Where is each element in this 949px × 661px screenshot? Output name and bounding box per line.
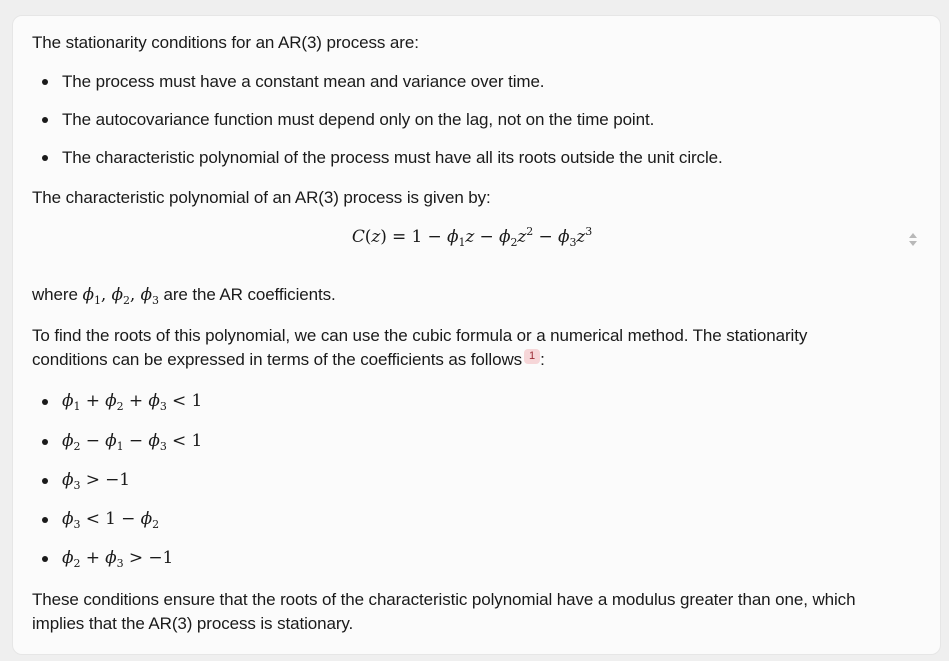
bullet-icon (42, 117, 48, 123)
coefficients-note: where $\phi_1$, $\phi_2$, $\phi_3$ are the AR coefficients. (32, 285, 336, 307)
bullet-icon (42, 478, 48, 484)
response-card: The stationarity conditions for an AR(3) process are: The process must have a constant mean and variance over time. The autocovariance function must depend only on the lag, not on the time point. The characteristic polynomial of the process must have all its roots outside the unit circle. The characteristic polynomial of an AR(3) process is given by: $C(z) = 1 - \phi_1z - \phi_2z^2 - \phi_3z^3$ where $\phi_1$, $\phi_2$, $\phi_3$ are the AR coefficients. To find the roots of this polynomial, we can use the cubic formula or a numerical method. The stationarity conditions can be expressed in terms of the coefficients as follows 1 : $\phi_1 + \phi_2 + \phi_3 < 1$ $\phi_2 - \phi_1 - \phi_3 < 1$ $\phi_3 > -1$ $\phi_3 < 1 - \phi_2$ $\phi_2 + \phi_3 > -1$ These conditions ensure that the roots of the characteristic polynomial have a modulus greater than one, which implies that the AR(3) process is stationary. (12, 15, 941, 655)
bullet-icon (42, 155, 48, 161)
arrow-down-icon (909, 241, 917, 246)
bullet-icon (42, 79, 48, 85)
condition-formula: $\phi_1 + \phi_2 + \phi_3 < 1$ (62, 391, 203, 413)
condition-formula: $\phi_2 - \phi_1 - \phi_3 < 1$ (62, 431, 203, 453)
conclusion-line1: These conditions ensure that the roots of the characteristic polynomial have a modulus greater than one, which (32, 590, 856, 609)
intro-text: The stationarity conditions for an AR(3) process are: (32, 33, 419, 52)
condition-formula: $\phi_3 < 1 - \phi_2$ (62, 509, 160, 531)
arrow-up-icon (909, 233, 917, 238)
roots-paragraph-line2: conditions can be expressed in terms of the coefficients as follows 1 : (32, 350, 545, 369)
polynomial-intro: The characteristic polynomial of an AR(3) process is given by: (32, 188, 491, 207)
bullet-icon (42, 556, 48, 562)
condition-formula: $\phi_3 > -1$ (62, 470, 131, 492)
coefficient-symbols: $\phi_1$, $\phi_2$, $\phi_3$ (82, 285, 159, 307)
polynomial-equation: $C(z) = 1 - \phi_1z - \phi_2z^2 - \phi_3z^3$ (351, 225, 593, 249)
conclusion-line2: implies that the AR(3) process is stationary. (32, 614, 354, 633)
bullet-icon (42, 399, 48, 405)
bullet-icon (42, 517, 48, 523)
scroll-arrows-icon[interactable] (908, 233, 918, 249)
roots-paragraph-line1: To find the roots of this polynomial, we can use the cubic formula or a numerical method. The stationarity (32, 326, 808, 345)
citation-badge[interactable]: 1 (524, 349, 540, 364)
bullet-icon (42, 439, 48, 445)
condition-formula: $\phi_2 + \phi_3 > -1$ (62, 548, 174, 570)
